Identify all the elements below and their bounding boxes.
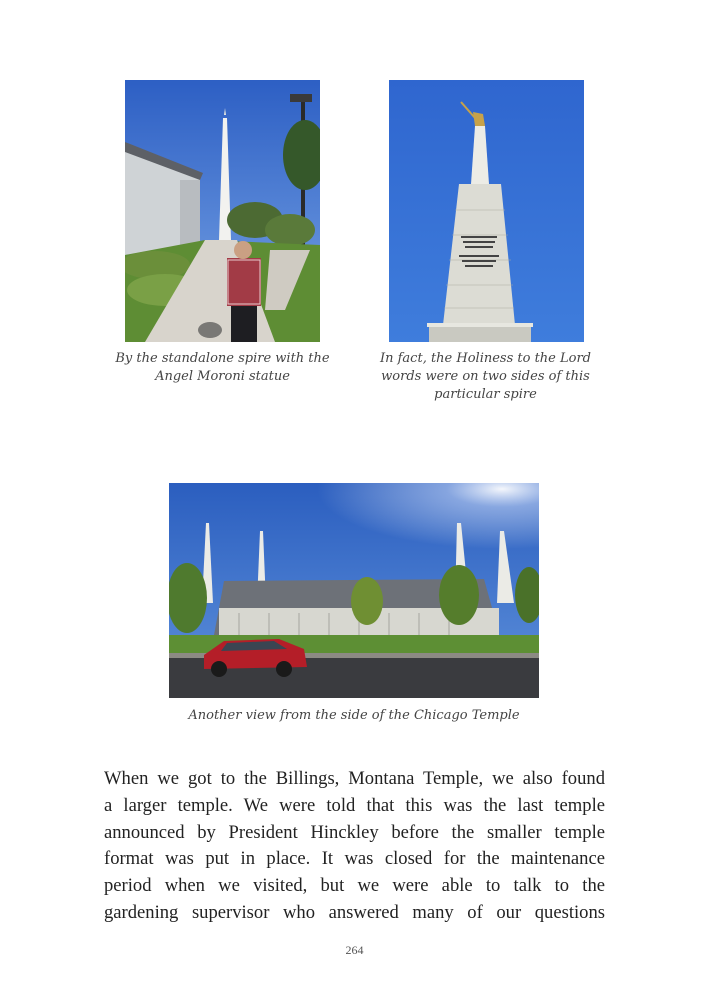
- body-line: a larger temple. We were told that this was the last temple: [104, 794, 605, 816]
- photo-caption: [373, 350, 598, 404]
- caption-line: particular spire: [434, 387, 537, 402]
- caption-line: Angel Moroni statue: [155, 369, 290, 384]
- photo-spire-closeup: [389, 80, 584, 342]
- photo-spire-with-person: [125, 80, 320, 342]
- photo-chicago-temple: [169, 483, 539, 698]
- body-line: announced by President Hinckley before the smaller temple: [104, 821, 605, 843]
- body-line: gardening supervisor who answered many of our questions: [104, 901, 605, 923]
- caption-line: words were on two sides of this: [381, 369, 590, 384]
- caption-line: In fact, the Holiness to the Lord: [379, 351, 591, 366]
- body-line: period when we visited, but we were able to talk to the: [104, 875, 605, 897]
- photo-caption: [169, 707, 539, 725]
- body-line: When we got to the Billings, Montana Temple, we also found: [104, 768, 605, 789]
- page-number: 264: [345, 943, 364, 957]
- caption-line: Another view from the side of the Chicago Temple: [188, 708, 520, 723]
- photo-caption: [110, 350, 335, 386]
- body-paragraph: [104, 766, 605, 927]
- caption-line: By the standalone spire with the: [115, 351, 330, 366]
- body-line: format was put in place. It was closed for the maintenance: [104, 848, 605, 870]
